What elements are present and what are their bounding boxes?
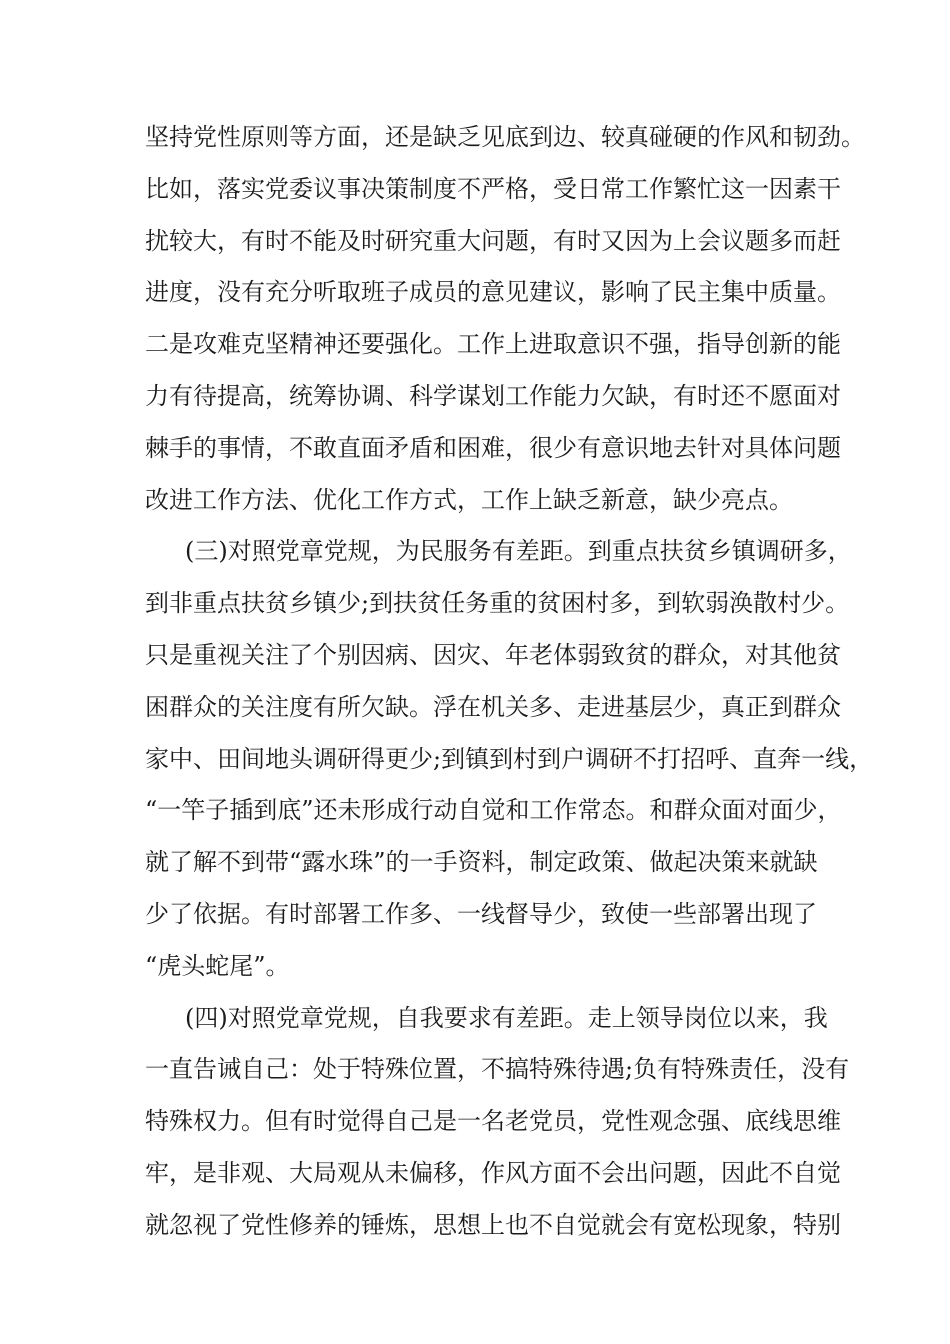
text-line: 家中、田间地头调研得更少;到镇到村到户调研不打招呼、直奔一线， bbox=[145, 744, 874, 773]
paragraph-start-line: (三)对照党章党规，为民服务有差距。到重点扶贫乡镇调研多， bbox=[185, 537, 852, 566]
text-line: 改进工作方法、优化工作方式，工作上缺乏新意，缺少亮点。 bbox=[145, 485, 793, 514]
text-line: 少了依据。有时部署工作多、一线督导少，致使一些部署出现了 bbox=[145, 899, 817, 928]
paragraph-start-line: (四)对照党章党规，自我要求有差距。走上领导岗位以来，我 bbox=[185, 1003, 828, 1032]
text-line: “一竿子插到底”还未形成行动自觉和工作常态。和群众面对面少， bbox=[145, 796, 842, 825]
text-line: 牢，是非观、大局观从未偏移，作风方面不会出问题，因此不自觉 bbox=[145, 1158, 841, 1187]
text-line: 到非重点扶贫乡镇少;到扶贫任务重的贫困村多，到软弱涣散村少。 bbox=[145, 589, 850, 618]
text-line: 二是攻难克坚精神还要强化。工作上进取意识不强，指导创新的能 bbox=[145, 330, 841, 359]
text-line: 就忽视了党性修养的锤炼，思想上也不自觉就会有宽松现象，特别 bbox=[145, 1210, 841, 1239]
text-line: 扰较大，有时不能及时研究重大问题，有时又因为上会议题多而赶 bbox=[145, 226, 841, 255]
text-line: 进度，没有充分听取班子成员的意见建议，影响了民主集中质量。 bbox=[145, 278, 841, 307]
text-line: 就了解不到带“露水珠”的一手资料，制定政策、做起决策来就缺 bbox=[145, 848, 818, 877]
document-body bbox=[145, 112, 874, 1252]
text-line: 一直告诫自己：处于特殊位置，不搞特殊待遇;负有特殊责任，没有 bbox=[145, 1055, 850, 1084]
text-line: 棘手的事情，不敢直面矛盾和困难，很少有意识地去针对具体问题 bbox=[145, 433, 841, 462]
text-line: 特殊权力。但有时觉得自己是一名老党员，党性观念强、底线思维 bbox=[145, 1107, 841, 1136]
text-line: 力有待提高，统筹协调、科学谋划工作能力欠缺，有时还不愿面对 bbox=[145, 381, 841, 410]
text-line: 只是重视关注了个别因病、因灾、年老体弱致贫的群众，对其他贫 bbox=[145, 640, 841, 669]
text-line: 比如，落实党委议事决策制度不严格，受日常工作繁忙这一因素干 bbox=[145, 174, 841, 203]
text-line: 坚持党性原则等方面，还是缺乏见底到边、较真碰硬的作风和韧劲。 bbox=[145, 123, 865, 151]
text-line: 困群众的关注度有所欠缺。浮在机关多、走进基层少，真正到群众 bbox=[145, 692, 841, 721]
text-line: “虎头蛇尾”。 bbox=[145, 951, 290, 980]
